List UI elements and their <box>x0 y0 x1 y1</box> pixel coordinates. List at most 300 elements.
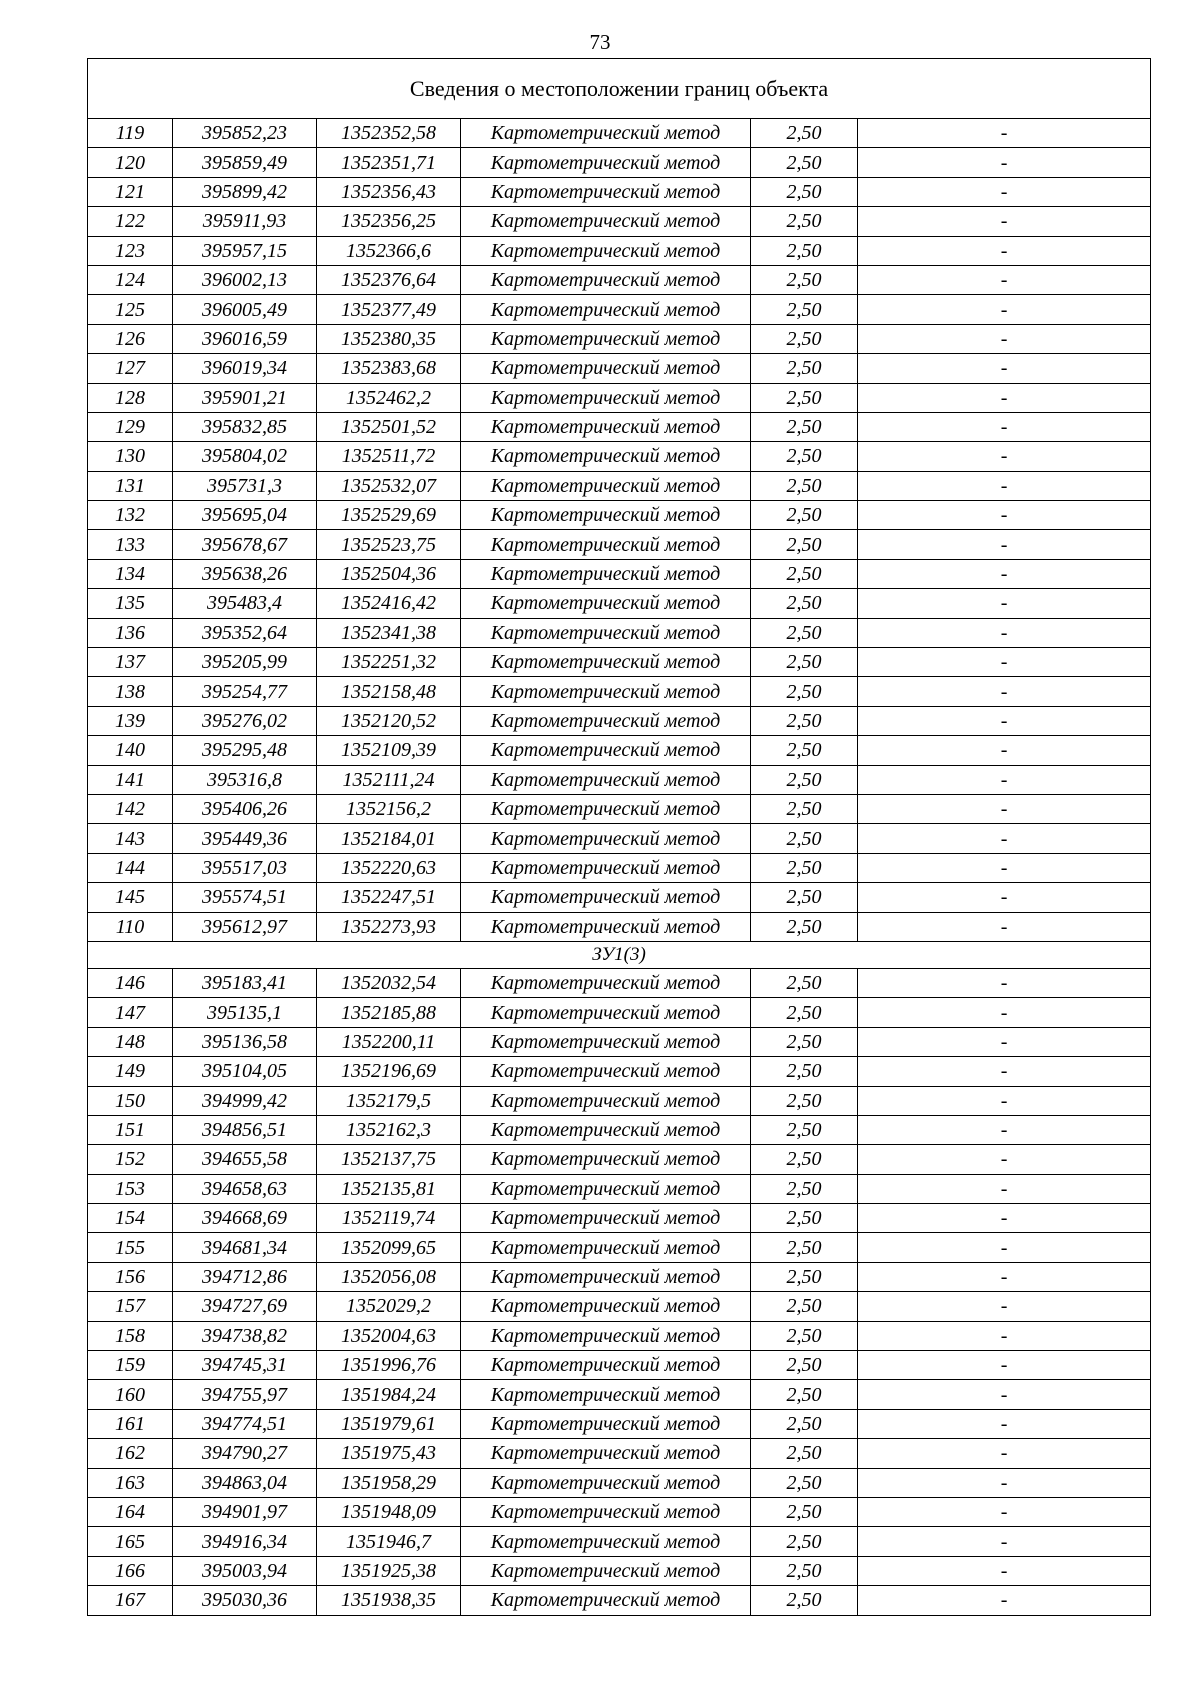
point-number-cell: 153 <box>88 1174 173 1203</box>
x-coordinate-cell: 395901,21 <box>173 383 317 412</box>
table-row <box>88 1145 1151 1174</box>
y-coordinate-cell: 1352352,58 <box>317 119 461 148</box>
point-number-cell: 144 <box>88 853 173 882</box>
determination-method-cell: Картометрический метод <box>461 589 751 618</box>
determination-method-cell: Картометрический метод <box>461 148 751 177</box>
point-number-cell: 136 <box>88 618 173 647</box>
determination-method-cell: Картометрический метод <box>461 1057 751 1086</box>
page-number: 73 <box>589 30 611 54</box>
x-coordinate-cell: 395852,23 <box>173 119 317 148</box>
table-row <box>88 207 1151 236</box>
accuracy-cell: 2,50 <box>751 148 858 177</box>
y-coordinate-cell: 1351925,38 <box>317 1556 461 1585</box>
determination-method-cell: Картометрический метод <box>461 177 751 206</box>
y-coordinate-cell: 1352416,42 <box>317 589 461 618</box>
y-coordinate-cell: 1352056,08 <box>317 1262 461 1291</box>
point-number-cell: 130 <box>88 442 173 471</box>
description-cell: - <box>858 471 1151 500</box>
x-coordinate-cell: 394901,97 <box>173 1497 317 1526</box>
point-number-cell: 134 <box>88 559 173 588</box>
accuracy-cell: 2,50 <box>751 794 858 823</box>
accuracy-cell: 2,50 <box>751 1351 858 1380</box>
point-number-cell: 146 <box>88 968 173 997</box>
description-cell: - <box>858 383 1151 412</box>
table-row <box>88 1351 1151 1380</box>
accuracy-cell: 2,50 <box>751 1057 858 1086</box>
determination-method-cell: Картометрический метод <box>461 501 751 530</box>
x-coordinate-cell: 395483,4 <box>173 589 317 618</box>
determination-method-cell: Картометрический метод <box>461 559 751 588</box>
description-cell: - <box>858 1586 1151 1615</box>
accuracy-cell: 2,50 <box>751 236 858 265</box>
y-coordinate-cell: 1352462,2 <box>317 383 461 412</box>
description-cell: - <box>858 998 1151 1027</box>
y-coordinate-cell: 1352366,6 <box>317 236 461 265</box>
y-coordinate-cell: 1352341,38 <box>317 618 461 647</box>
point-number-cell: 154 <box>88 1204 173 1233</box>
point-number-cell: 133 <box>88 530 173 559</box>
determination-method-cell: Картометрический метод <box>461 883 751 912</box>
table-row <box>88 295 1151 324</box>
determination-method-cell: Картометрический метод <box>461 295 751 324</box>
accuracy-cell: 2,50 <box>751 1174 858 1203</box>
x-coordinate-cell: 394655,58 <box>173 1145 317 1174</box>
table-row <box>88 1468 1151 1497</box>
y-coordinate-cell: 1352119,74 <box>317 1204 461 1233</box>
boundary-coordinates-table <box>87 58 1151 1616</box>
accuracy-cell: 2,50 <box>751 1233 858 1262</box>
description-cell: - <box>858 412 1151 441</box>
x-coordinate-cell: 395030,36 <box>173 1586 317 1615</box>
point-number-cell: 124 <box>88 265 173 294</box>
point-number-cell: 164 <box>88 1497 173 1526</box>
accuracy-cell: 2,50 <box>751 1292 858 1321</box>
determination-method-cell: Картометрический метод <box>461 1292 751 1321</box>
determination-method-cell: Картометрический метод <box>461 1262 751 1291</box>
y-coordinate-cell: 1352380,35 <box>317 324 461 353</box>
x-coordinate-cell: 394681,34 <box>173 1233 317 1262</box>
point-number-cell: 120 <box>88 148 173 177</box>
description-cell: - <box>858 736 1151 765</box>
table-row <box>88 1380 1151 1409</box>
table-row <box>88 618 1151 647</box>
point-number-cell: 131 <box>88 471 173 500</box>
table-row <box>88 706 1151 735</box>
x-coordinate-cell: 395804,02 <box>173 442 317 471</box>
determination-method-cell: Картометрический метод <box>461 736 751 765</box>
determination-method-cell: Картометрический метод <box>461 1351 751 1380</box>
point-number-cell: 166 <box>88 1556 173 1585</box>
x-coordinate-cell: 395911,93 <box>173 207 317 236</box>
table-row <box>88 765 1151 794</box>
y-coordinate-cell: 1351975,43 <box>317 1439 461 1468</box>
accuracy-cell: 2,50 <box>751 736 858 765</box>
x-coordinate-cell: 396002,13 <box>173 265 317 294</box>
y-coordinate-cell: 1352532,07 <box>317 471 461 500</box>
determination-method-cell: Картометрический метод <box>461 1204 751 1233</box>
y-coordinate-cell: 1352511,72 <box>317 442 461 471</box>
y-coordinate-cell: 1352529,69 <box>317 501 461 530</box>
accuracy-cell: 2,50 <box>751 530 858 559</box>
description-cell: - <box>858 1057 1151 1086</box>
accuracy-cell: 2,50 <box>751 1586 858 1615</box>
point-number-cell: 147 <box>88 998 173 1027</box>
table-row <box>88 471 1151 500</box>
determination-method-cell: Картометрический метод <box>461 207 751 236</box>
table-row <box>88 324 1151 353</box>
y-coordinate-cell: 1352273,93 <box>317 912 461 941</box>
determination-method-cell: Картометрический метод <box>461 354 751 383</box>
y-coordinate-cell: 1351996,76 <box>317 1351 461 1380</box>
point-number-cell: 139 <box>88 706 173 735</box>
table-row <box>88 442 1151 471</box>
accuracy-cell: 2,50 <box>751 471 858 500</box>
point-number-cell: 155 <box>88 1233 173 1262</box>
accuracy-cell: 2,50 <box>751 912 858 941</box>
determination-method-cell: Картометрический метод <box>461 442 751 471</box>
point-number-cell: 142 <box>88 794 173 823</box>
description-cell: - <box>858 794 1151 823</box>
description-cell: - <box>858 119 1151 148</box>
description-cell: - <box>858 1321 1151 1350</box>
accuracy-cell: 2,50 <box>751 1321 858 1350</box>
section-label: ЗУ1(3) <box>88 941 1151 968</box>
accuracy-cell: 2,50 <box>751 119 858 148</box>
description-cell: - <box>858 618 1151 647</box>
table-row <box>88 1204 1151 1233</box>
table-row <box>88 148 1151 177</box>
y-coordinate-cell: 1352351,71 <box>317 148 461 177</box>
accuracy-cell: 2,50 <box>751 501 858 530</box>
point-number-cell: 129 <box>88 412 173 441</box>
y-coordinate-cell: 1352162,3 <box>317 1115 461 1144</box>
x-coordinate-cell: 395832,85 <box>173 412 317 441</box>
y-coordinate-cell: 1352196,69 <box>317 1057 461 1086</box>
description-cell: - <box>858 265 1151 294</box>
table-row <box>88 824 1151 853</box>
table-row <box>88 1233 1151 1262</box>
x-coordinate-cell: 394712,86 <box>173 1262 317 1291</box>
y-coordinate-cell: 1352120,52 <box>317 706 461 735</box>
x-coordinate-cell: 395612,97 <box>173 912 317 941</box>
y-coordinate-cell: 1352135,81 <box>317 1174 461 1203</box>
determination-method-cell: Картометрический метод <box>461 1468 751 1497</box>
x-coordinate-cell: 395135,1 <box>173 998 317 1027</box>
accuracy-cell: 2,50 <box>751 968 858 997</box>
point-number-cell: 121 <box>88 177 173 206</box>
determination-method-cell: Картометрический метод <box>461 1497 751 1526</box>
accuracy-cell: 2,50 <box>751 618 858 647</box>
determination-method-cell: Картометрический метод <box>461 324 751 353</box>
x-coordinate-cell: 394668,69 <box>173 1204 317 1233</box>
x-coordinate-cell: 395295,48 <box>173 736 317 765</box>
accuracy-cell: 2,50 <box>751 1468 858 1497</box>
y-coordinate-cell: 1352099,65 <box>317 1233 461 1262</box>
description-cell: - <box>858 1351 1151 1380</box>
accuracy-cell: 2,50 <box>751 1115 858 1144</box>
determination-method-cell: Картометрический метод <box>461 706 751 735</box>
point-number-cell: 125 <box>88 295 173 324</box>
accuracy-cell: 2,50 <box>751 1027 858 1056</box>
x-coordinate-cell: 394856,51 <box>173 1115 317 1144</box>
description-cell: - <box>858 883 1151 912</box>
accuracy-cell: 2,50 <box>751 589 858 618</box>
description-cell: - <box>858 1468 1151 1497</box>
description-cell: - <box>858 1086 1151 1115</box>
determination-method-cell: Картометрический метод <box>461 853 751 882</box>
determination-method-cell: Картометрический метод <box>461 530 751 559</box>
accuracy-cell: 2,50 <box>751 265 858 294</box>
accuracy-cell: 2,50 <box>751 1204 858 1233</box>
determination-method-cell: Картометрический метод <box>461 1439 751 1468</box>
y-coordinate-cell: 1351979,61 <box>317 1409 461 1438</box>
x-coordinate-cell: 395695,04 <box>173 501 317 530</box>
table-row <box>88 677 1151 706</box>
determination-method-cell: Картометрический метод <box>461 1586 751 1615</box>
x-coordinate-cell: 396016,59 <box>173 324 317 353</box>
point-number-cell: 122 <box>88 207 173 236</box>
determination-method-cell: Картометрический метод <box>461 1027 751 1056</box>
table-row <box>88 177 1151 206</box>
description-cell: - <box>858 1380 1151 1409</box>
point-number-cell: 151 <box>88 1115 173 1144</box>
table-row <box>88 912 1151 941</box>
description-cell: - <box>858 1439 1151 1468</box>
y-coordinate-cell: 1352501,52 <box>317 412 461 441</box>
accuracy-cell: 2,50 <box>751 765 858 794</box>
determination-method-cell: Картометрический метод <box>461 1115 751 1144</box>
point-number-cell: 149 <box>88 1057 173 1086</box>
x-coordinate-cell: 394755,97 <box>173 1380 317 1409</box>
x-coordinate-cell: 395316,8 <box>173 765 317 794</box>
x-coordinate-cell: 395183,41 <box>173 968 317 997</box>
y-coordinate-cell: 1352185,88 <box>317 998 461 1027</box>
accuracy-cell: 2,50 <box>751 853 858 882</box>
point-number-cell: 150 <box>88 1086 173 1115</box>
point-number-cell: 135 <box>88 589 173 618</box>
accuracy-cell: 2,50 <box>751 998 858 1027</box>
y-coordinate-cell: 1352220,63 <box>317 853 461 882</box>
table-row <box>88 1586 1151 1615</box>
determination-method-cell: Картометрический метод <box>461 1556 751 1585</box>
point-number-cell: 110 <box>88 912 173 941</box>
accuracy-cell: 2,50 <box>751 1145 858 1174</box>
table-row <box>88 853 1151 882</box>
y-coordinate-cell: 1351938,35 <box>317 1586 461 1615</box>
table-row <box>88 1027 1151 1056</box>
determination-method-cell: Картометрический метод <box>461 765 751 794</box>
description-cell: - <box>858 677 1151 706</box>
description-cell: - <box>858 912 1151 941</box>
point-number-cell: 162 <box>88 1439 173 1468</box>
table-body <box>88 59 1151 1616</box>
description-cell: - <box>858 1174 1151 1203</box>
table-row <box>88 119 1151 148</box>
determination-method-cell: Картометрический метод <box>461 1321 751 1350</box>
description-cell: - <box>858 442 1151 471</box>
accuracy-cell: 2,50 <box>751 648 858 677</box>
table-row <box>88 1086 1151 1115</box>
table-row <box>88 648 1151 677</box>
x-coordinate-cell: 395406,26 <box>173 794 317 823</box>
accuracy-cell: 2,50 <box>751 1439 858 1468</box>
table-row <box>88 530 1151 559</box>
description-cell: - <box>858 501 1151 530</box>
point-number-cell: 132 <box>88 501 173 530</box>
description-cell: - <box>858 1145 1151 1174</box>
table-row <box>88 559 1151 588</box>
x-coordinate-cell: 395003,94 <box>173 1556 317 1585</box>
determination-method-cell: Картометрический метод <box>461 794 751 823</box>
point-number-cell: 163 <box>88 1468 173 1497</box>
table-row <box>88 968 1151 997</box>
x-coordinate-cell: 395731,3 <box>173 471 317 500</box>
accuracy-cell: 2,50 <box>751 677 858 706</box>
point-number-cell: 165 <box>88 1527 173 1556</box>
point-number-cell: 161 <box>88 1409 173 1438</box>
description-cell: - <box>858 1027 1151 1056</box>
x-coordinate-cell: 394738,82 <box>173 1321 317 1350</box>
accuracy-cell: 2,50 <box>751 1262 858 1291</box>
description-cell: - <box>858 236 1151 265</box>
x-coordinate-cell: 394774,51 <box>173 1409 317 1438</box>
accuracy-cell: 2,50 <box>751 412 858 441</box>
x-coordinate-cell: 394745,31 <box>173 1351 317 1380</box>
point-number-cell: 158 <box>88 1321 173 1350</box>
y-coordinate-cell: 1352109,39 <box>317 736 461 765</box>
determination-method-cell: Картометрический метод <box>461 119 751 148</box>
determination-method-cell: Картометрический метод <box>461 1233 751 1262</box>
description-cell: - <box>858 1527 1151 1556</box>
section-header-row <box>88 941 1151 968</box>
table-row <box>88 501 1151 530</box>
x-coordinate-cell: 395859,49 <box>173 148 317 177</box>
point-number-cell: 126 <box>88 324 173 353</box>
point-number-cell: 152 <box>88 1145 173 1174</box>
determination-method-cell: Картометрический метод <box>461 824 751 853</box>
table-row <box>88 883 1151 912</box>
x-coordinate-cell: 394727,69 <box>173 1292 317 1321</box>
accuracy-cell: 2,50 <box>751 706 858 735</box>
point-number-cell: 127 <box>88 354 173 383</box>
description-cell: - <box>858 1262 1151 1291</box>
determination-method-cell: Картометрический метод <box>461 648 751 677</box>
determination-method-cell: Картометрический метод <box>461 265 751 294</box>
x-coordinate-cell: 394658,63 <box>173 1174 317 1203</box>
x-coordinate-cell: 395205,99 <box>173 648 317 677</box>
description-cell: - <box>858 1233 1151 1262</box>
description-cell: - <box>858 853 1151 882</box>
table-title-row <box>88 59 1151 119</box>
determination-method-cell: Картометрический метод <box>461 1145 751 1174</box>
accuracy-cell: 2,50 <box>751 824 858 853</box>
point-number-cell: 138 <box>88 677 173 706</box>
accuracy-cell: 2,50 <box>751 1497 858 1526</box>
point-number-cell: 148 <box>88 1027 173 1056</box>
x-coordinate-cell: 395678,67 <box>173 530 317 559</box>
table-row <box>88 1292 1151 1321</box>
x-coordinate-cell: 395899,42 <box>173 177 317 206</box>
determination-method-cell: Картометрический метод <box>461 968 751 997</box>
accuracy-cell: 2,50 <box>751 1409 858 1438</box>
table-row <box>88 1262 1151 1291</box>
y-coordinate-cell: 1352179,5 <box>317 1086 461 1115</box>
accuracy-cell: 2,50 <box>751 383 858 412</box>
y-coordinate-cell: 1351958,29 <box>317 1468 461 1497</box>
point-number-cell: 141 <box>88 765 173 794</box>
table-title: Сведения о местоположении границ объекта <box>88 59 1151 119</box>
determination-method-cell: Картометрический метод <box>461 1086 751 1115</box>
point-number-cell: 119 <box>88 119 173 148</box>
y-coordinate-cell: 1352158,48 <box>317 677 461 706</box>
table-row <box>88 412 1151 441</box>
accuracy-cell: 2,50 <box>751 1527 858 1556</box>
y-coordinate-cell: 1352523,75 <box>317 530 461 559</box>
accuracy-cell: 2,50 <box>751 442 858 471</box>
description-cell: - <box>858 177 1151 206</box>
y-coordinate-cell: 1352200,11 <box>317 1027 461 1056</box>
x-coordinate-cell: 394790,27 <box>173 1439 317 1468</box>
table-row <box>88 794 1151 823</box>
determination-method-cell: Картометрический метод <box>461 998 751 1027</box>
y-coordinate-cell: 1352504,36 <box>317 559 461 588</box>
x-coordinate-cell: 394863,04 <box>173 1468 317 1497</box>
accuracy-cell: 2,50 <box>751 207 858 236</box>
x-coordinate-cell: 395136,58 <box>173 1027 317 1056</box>
y-coordinate-cell: 1352156,2 <box>317 794 461 823</box>
x-coordinate-cell: 395104,05 <box>173 1057 317 1086</box>
accuracy-cell: 2,50 <box>751 324 858 353</box>
point-number-cell: 156 <box>88 1262 173 1291</box>
table-row <box>88 1321 1151 1350</box>
point-number-cell: 160 <box>88 1380 173 1409</box>
y-coordinate-cell: 1352251,32 <box>317 648 461 677</box>
description-cell: - <box>858 765 1151 794</box>
table-row <box>88 1409 1151 1438</box>
description-cell: - <box>858 1204 1151 1233</box>
table-row <box>88 1174 1151 1203</box>
description-cell: - <box>858 1292 1151 1321</box>
determination-method-cell: Картометрический метод <box>461 1409 751 1438</box>
determination-method-cell: Картометрический метод <box>461 912 751 941</box>
point-number-cell: 167 <box>88 1586 173 1615</box>
y-coordinate-cell: 1352137,75 <box>317 1145 461 1174</box>
y-coordinate-cell: 1352356,43 <box>317 177 461 206</box>
table-row <box>88 1497 1151 1526</box>
table-row <box>88 1556 1151 1585</box>
determination-method-cell: Картометрический метод <box>461 471 751 500</box>
x-coordinate-cell: 394916,34 <box>173 1527 317 1556</box>
determination-method-cell: Картометрический метод <box>461 1527 751 1556</box>
point-number-cell: 159 <box>88 1351 173 1380</box>
y-coordinate-cell: 1352377,49 <box>317 295 461 324</box>
accuracy-cell: 2,50 <box>751 559 858 588</box>
determination-method-cell: Картометрический метод <box>461 1174 751 1203</box>
description-cell: - <box>858 648 1151 677</box>
x-coordinate-cell: 395957,15 <box>173 236 317 265</box>
table-row <box>88 1527 1151 1556</box>
determination-method-cell: Картометрический метод <box>461 677 751 706</box>
table-row <box>88 736 1151 765</box>
x-coordinate-cell: 395574,51 <box>173 883 317 912</box>
x-coordinate-cell: 395449,36 <box>173 824 317 853</box>
description-cell: - <box>858 559 1151 588</box>
point-number-cell: 157 <box>88 1292 173 1321</box>
accuracy-cell: 2,50 <box>751 1380 858 1409</box>
description-cell: - <box>858 824 1151 853</box>
x-coordinate-cell: 396005,49 <box>173 295 317 324</box>
y-coordinate-cell: 1352184,01 <box>317 824 461 853</box>
